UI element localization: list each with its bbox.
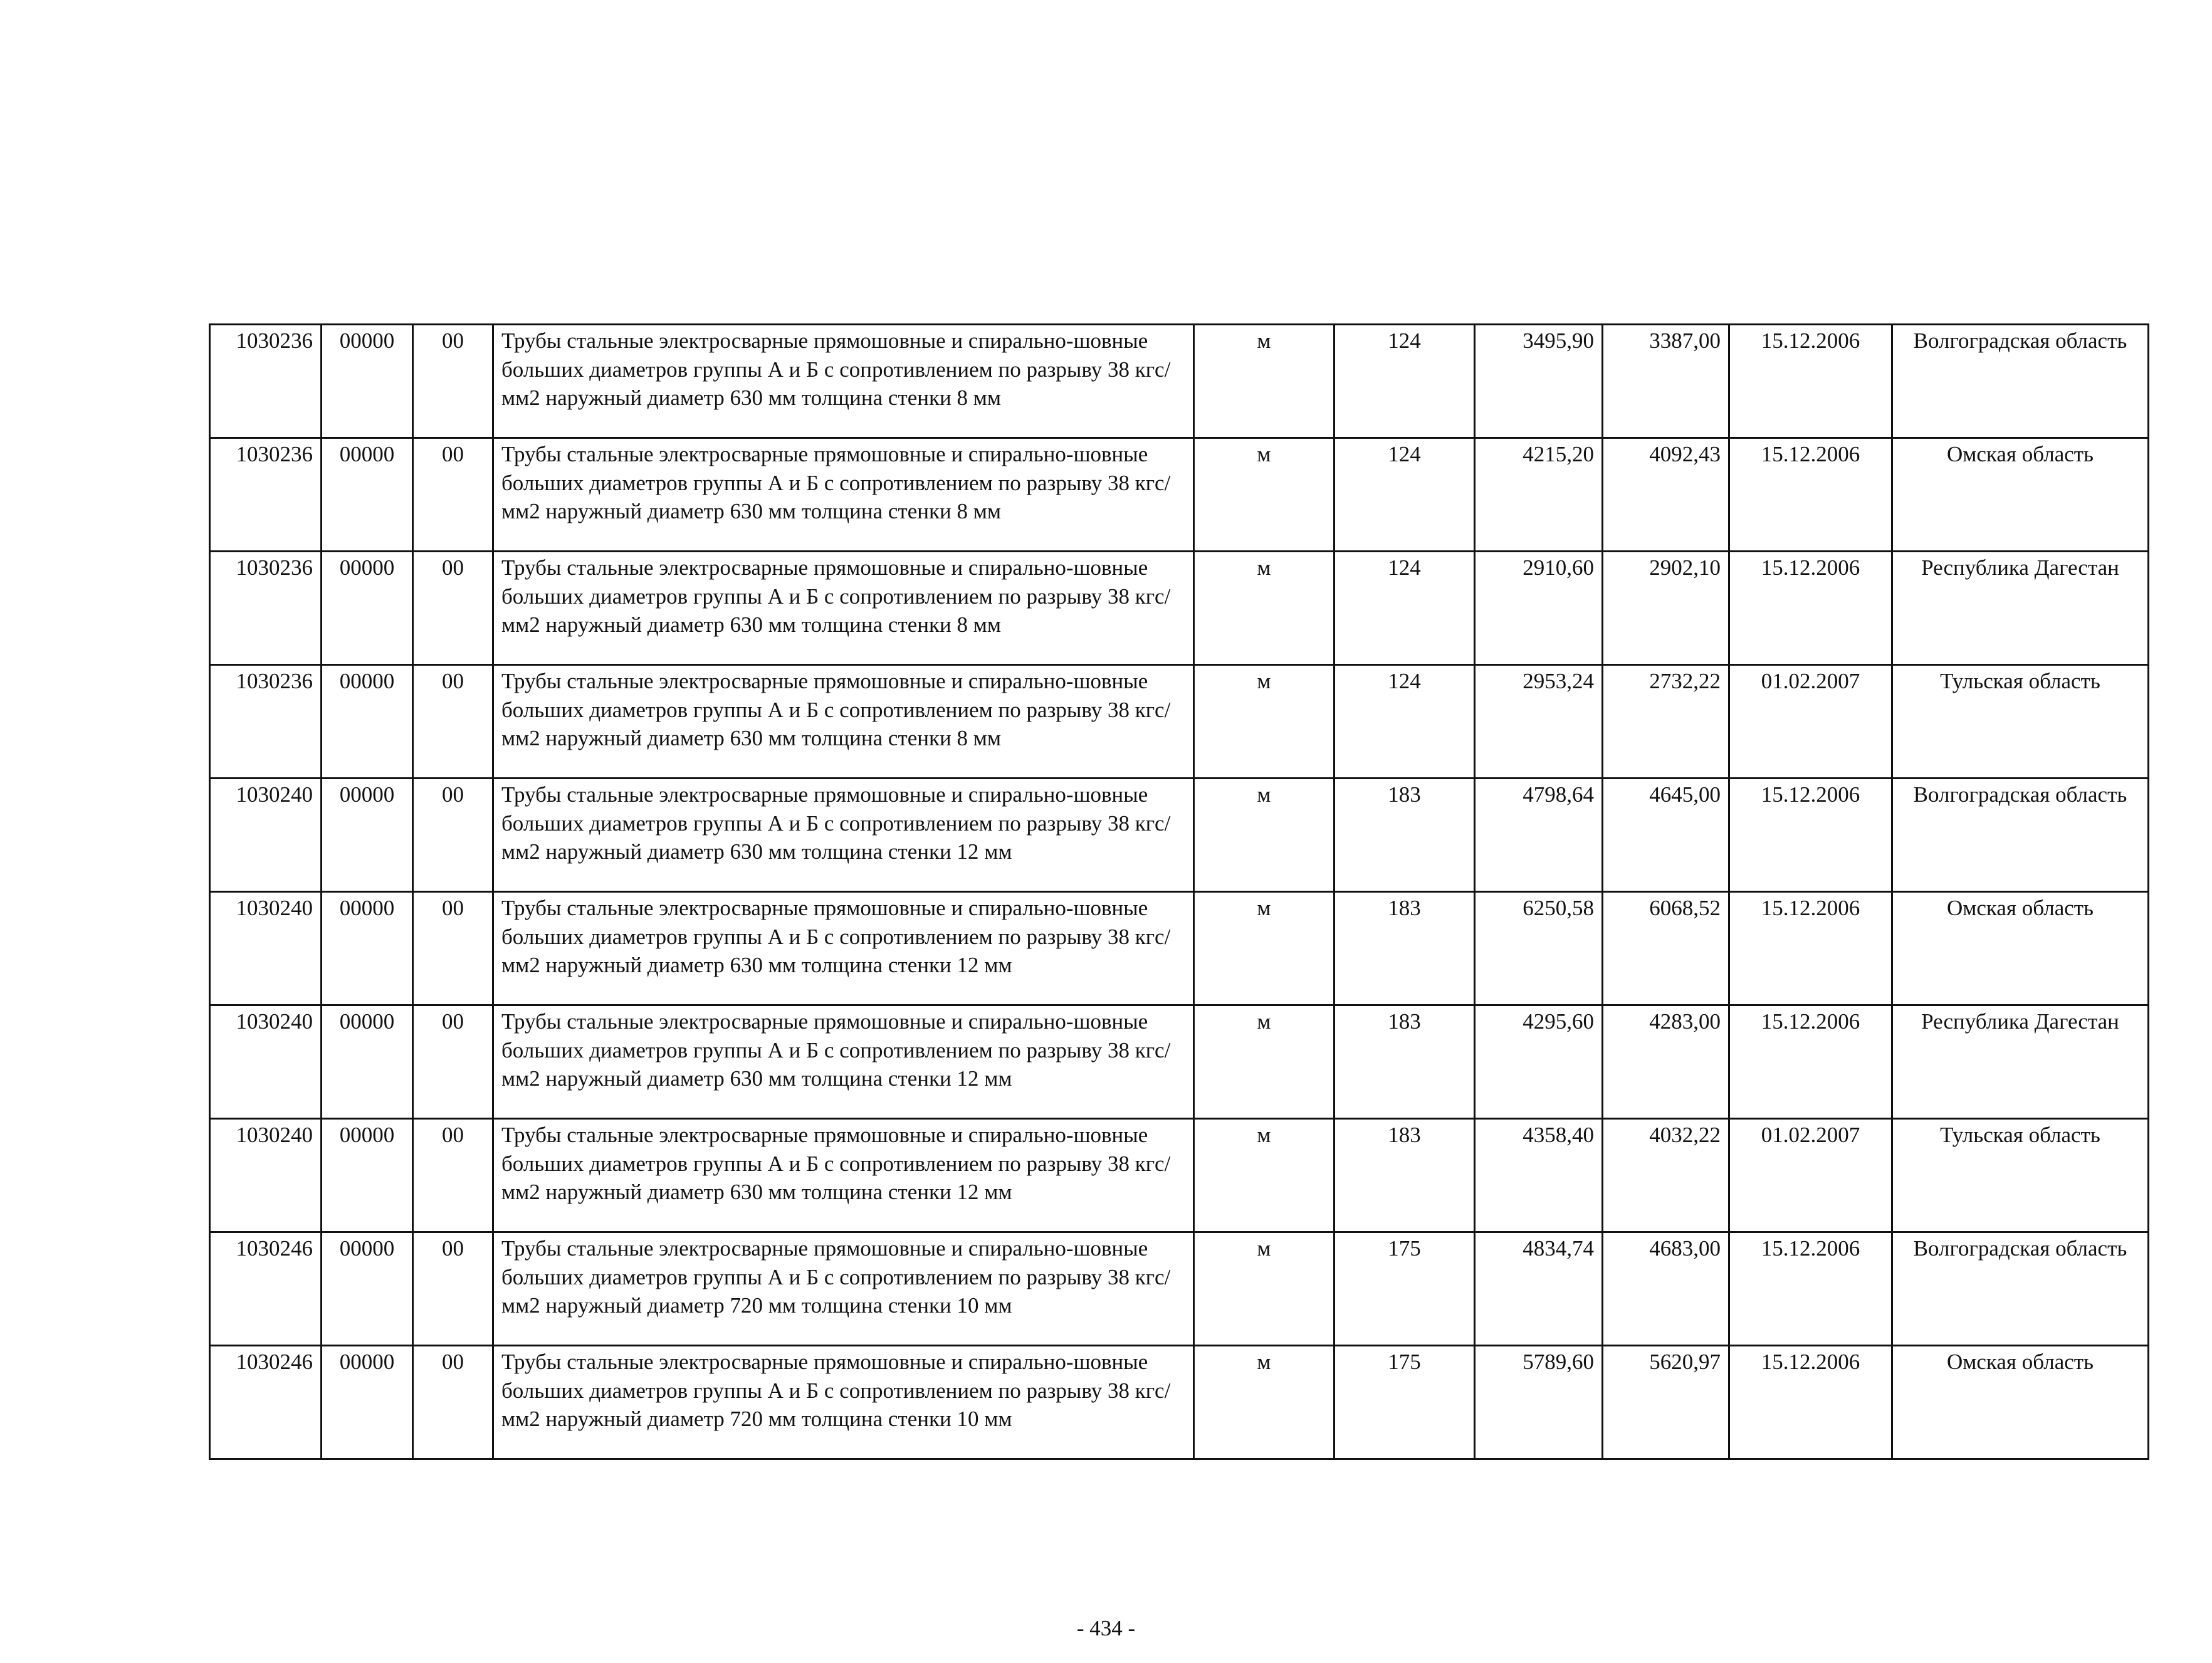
table-body: [210, 325, 2149, 1459]
unit-cell: м: [1194, 438, 1334, 552]
region-cell: Омская область: [1892, 892, 2149, 1005]
unit-cell: м: [1194, 1232, 1334, 1346]
variant-cell: 00: [413, 325, 493, 438]
price-cell: 6068,52: [1603, 892, 1729, 1005]
quantity-cell: 183: [1334, 892, 1475, 1005]
table-row: [210, 1346, 2149, 1459]
quantity-cell: 183: [1334, 779, 1475, 892]
subcode-cell: 00000: [322, 1119, 413, 1232]
variant-cell: 00: [413, 1005, 493, 1119]
price-cell: 4798,64: [1475, 779, 1603, 892]
unit-cell: м: [1194, 325, 1334, 438]
unit-cell: м: [1194, 1346, 1334, 1459]
page-number: - 434 -: [1076, 1616, 1136, 1640]
price-table: [209, 323, 2149, 1460]
description-cell: Трубы стальные электросварные прямошовные и спирально-шовные больших диаметров группы А и Б с сопротивлением по разрыву 38 кгс/мм2 наружный диаметр 630 мм толщина стенки 8 мм: [493, 438, 1194, 552]
subcode-cell: 00000: [322, 325, 413, 438]
price-cell: 4834,74: [1475, 1232, 1603, 1346]
variant-cell: 00: [413, 665, 493, 779]
table-row: [210, 1232, 2149, 1346]
material-code-cell: 1030246: [210, 1232, 322, 1346]
material-code-cell: 1030240: [210, 1005, 322, 1119]
description-cell: Трубы стальные электросварные прямошовные и спирально-шовные больших диаметров группы А и Б с сопротивлением по разрыву 38 кгс/мм2 наружный диаметр 630 мм толщина стенки 8 мм: [493, 552, 1194, 665]
quantity-cell: 124: [1334, 325, 1475, 438]
unit-cell: м: [1194, 892, 1334, 1005]
description-cell: Трубы стальные электросварные прямошовные и спирально-шовные больших диаметров группы А и Б с сопротивлением по разрыву 38 кгс/мм2 наружный диаметр 630 мм толщина стенки 12 мм: [493, 779, 1194, 892]
description-cell: Трубы стальные электросварные прямошовные и спирально-шовные больших диаметров группы А и Б с сопротивлением по разрыву 38 кгс/мм2 наружный диаметр 630 мм толщина стенки 12 мм: [493, 1119, 1194, 1232]
subcode-cell: 00000: [322, 892, 413, 1005]
date-cell: 01.02.2007: [1729, 1119, 1892, 1232]
price-cell: 2910,60: [1475, 552, 1603, 665]
table-row: [210, 665, 2149, 779]
price-cell: 4032,22: [1603, 1119, 1729, 1232]
variant-cell: 00: [413, 1119, 493, 1232]
variant-cell: 00: [413, 1232, 493, 1346]
price-cell: 4683,00: [1603, 1232, 1729, 1346]
quantity-cell: 175: [1334, 1346, 1475, 1459]
date-cell: 15.12.2006: [1729, 438, 1892, 552]
price-cell: 3495,90: [1475, 325, 1603, 438]
description-cell: Трубы стальные электросварные прямошовные и спирально-шовные больших диаметров группы А и Б с сопротивлением по разрыву 38 кгс/мм2 наружный диаметр 630 мм толщина стенки 8 мм: [493, 325, 1194, 438]
table-row: [210, 892, 2149, 1005]
subcode-cell: 00000: [322, 1005, 413, 1119]
quantity-cell: 124: [1334, 665, 1475, 779]
date-cell: 15.12.2006: [1729, 1232, 1892, 1346]
subcode-cell: 00000: [322, 438, 413, 552]
material-code-cell: 1030240: [210, 779, 322, 892]
unit-cell: м: [1194, 1119, 1334, 1232]
material-code-cell: 1030236: [210, 665, 322, 779]
material-code-cell: 1030236: [210, 438, 322, 552]
subcode-cell: 00000: [322, 779, 413, 892]
quantity-cell: 124: [1334, 552, 1475, 665]
quantity-cell: 124: [1334, 438, 1475, 552]
variant-cell: 00: [413, 892, 493, 1005]
price-cell: 2953,24: [1475, 665, 1603, 779]
date-cell: 01.02.2007: [1729, 665, 1892, 779]
quantity-cell: 183: [1334, 1005, 1475, 1119]
subcode-cell: 00000: [322, 1232, 413, 1346]
price-cell: 4092,43: [1603, 438, 1729, 552]
region-cell: Волгоградская область: [1892, 325, 2149, 438]
material-code-cell: 1030236: [210, 325, 322, 438]
region-cell: Волгоградская область: [1892, 779, 2149, 892]
table-row: [210, 438, 2149, 552]
region-cell: Республика Дагестан: [1892, 552, 2149, 665]
variant-cell: 00: [413, 438, 493, 552]
price-cell: 3387,00: [1603, 325, 1729, 438]
description-cell: Трубы стальные электросварные прямошовные и спирально-шовные больших диаметров группы А и Б с сопротивлением по разрыву 38 кгс/мм2 наружный диаметр 630 мм толщина стенки 8 мм: [493, 665, 1194, 779]
price-cell: 4295,60: [1475, 1005, 1603, 1119]
region-cell: Волгоградская область: [1892, 1232, 2149, 1346]
description-cell: Трубы стальные электросварные прямошовные и спирально-шовные больших диаметров группы А и Б с сопротивлением по разрыву 38 кгс/мм2 наружный диаметр 630 мм толщина стенки 12 мм: [493, 892, 1194, 1005]
region-cell: Тульская область: [1892, 665, 2149, 779]
unit-cell: м: [1194, 1005, 1334, 1119]
subcode-cell: 00000: [322, 665, 413, 779]
variant-cell: 00: [413, 1346, 493, 1459]
variant-cell: 00: [413, 779, 493, 892]
quantity-cell: 175: [1334, 1232, 1475, 1346]
date-cell: 15.12.2006: [1729, 552, 1892, 665]
price-cell: 6250,58: [1475, 892, 1603, 1005]
region-cell: Республика Дагестан: [1892, 1005, 2149, 1119]
date-cell: 15.12.2006: [1729, 325, 1892, 438]
variant-cell: 00: [413, 552, 493, 665]
subcode-cell: 00000: [322, 1346, 413, 1459]
unit-cell: м: [1194, 665, 1334, 779]
date-cell: 15.12.2006: [1729, 892, 1892, 1005]
description-cell: Трубы стальные электросварные прямошовные и спирально-шовные больших диаметров группы А и Б с сопротивлением по разрыву 38 кгс/мм2 наружный диаметр 630 мм толщина стенки 12 мм: [493, 1005, 1194, 1119]
description-cell: Трубы стальные электросварные прямошовные и спирально-шовные больших диаметров группы А и Б с сопротивлением по разрыву 38 кгс/мм2 наружный диаметр 720 мм толщина стенки 10 мм: [493, 1346, 1194, 1459]
region-cell: Тульская область: [1892, 1119, 2149, 1232]
price-cell: 2732,22: [1603, 665, 1729, 779]
price-cell: 2902,10: [1603, 552, 1729, 665]
region-cell: Омская область: [1892, 438, 2149, 552]
date-cell: 15.12.2006: [1729, 1005, 1892, 1119]
price-cell: 5620,97: [1603, 1346, 1729, 1459]
region-cell: Омская область: [1892, 1346, 2149, 1459]
material-code-cell: 1030246: [210, 1346, 322, 1459]
subcode-cell: 00000: [322, 552, 413, 665]
table-row: [210, 779, 2149, 892]
description-cell: Трубы стальные электросварные прямошовные и спирально-шовные больших диаметров группы А и Б с сопротивлением по разрыву 38 кгс/мм2 наружный диаметр 720 мм толщина стенки 10 мм: [493, 1232, 1194, 1346]
price-cell: 4645,00: [1603, 779, 1729, 892]
table-row: [210, 325, 2149, 438]
material-code-cell: 1030240: [210, 892, 322, 1005]
unit-cell: м: [1194, 552, 1334, 665]
material-code-cell: 1030236: [210, 552, 322, 665]
table-row: [210, 1005, 2149, 1119]
material-code-cell: 1030240: [210, 1119, 322, 1232]
table-row: [210, 552, 2149, 665]
price-cell: 4358,40: [1475, 1119, 1603, 1232]
price-cell: 5789,60: [1475, 1346, 1603, 1459]
date-cell: 15.12.2006: [1729, 779, 1892, 892]
quantity-cell: 183: [1334, 1119, 1475, 1232]
price-cell: 4283,00: [1603, 1005, 1729, 1119]
price-cell: 4215,20: [1475, 438, 1603, 552]
table-row: [210, 1119, 2149, 1232]
unit-cell: м: [1194, 779, 1334, 892]
date-cell: 15.12.2006: [1729, 1346, 1892, 1459]
